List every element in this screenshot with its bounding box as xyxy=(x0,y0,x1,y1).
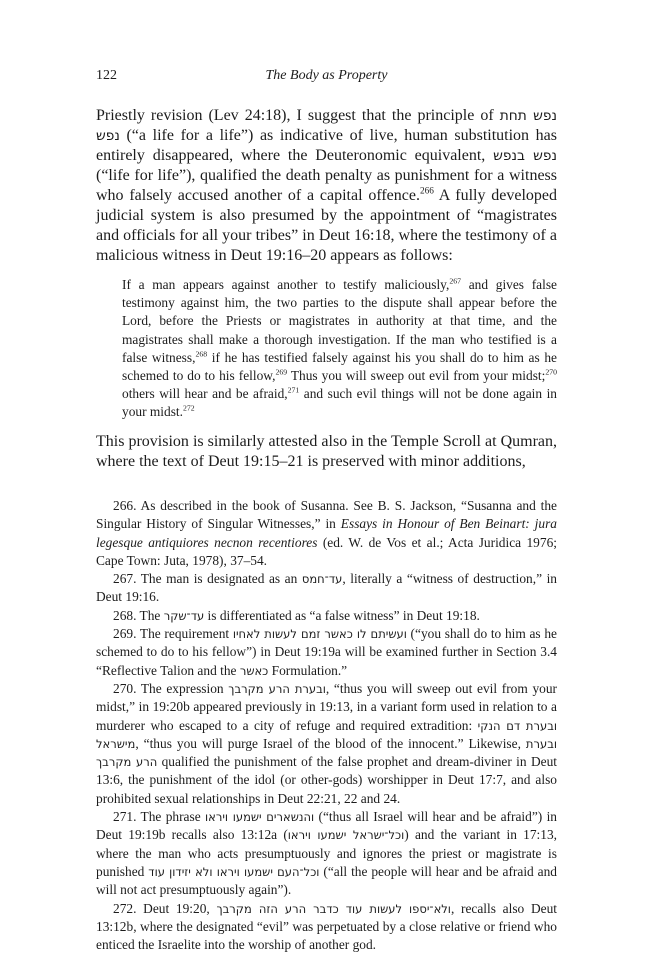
footnote-271 xyxy=(96,808,557,899)
text-run: (ed. W. de Vos et al.; Acta Juridica 1976; Cape Town: Juta, 1978), 37–54. xyxy=(96,534,557,568)
footnote-ref-270[interactable]: 270 xyxy=(545,367,558,377)
text-run: is differentiated as “a false witness” in Deut 19:18. xyxy=(204,607,480,623)
text-run: 266. As described in the book of Susanna. See B. S. Jackson, “Susanna and the Singular History of Singular Witnesses,” in xyxy=(96,498,557,532)
text-run: , recalls also Deut 13:12b, where the designated “evil” was perpetuated by a close relative or friend who enticed the Israelite into the worship of another god. xyxy=(96,900,557,953)
quote-run: others will hear and be afraid, xyxy=(122,386,288,402)
text-run: (“you shall do to him as he schemed to do to his fellow”) in Deut 19:19a will be examined further in Section 3.4 “Reflective Talion and the xyxy=(96,626,557,678)
hebrew-phrase: ובערת הרע מקרבך xyxy=(96,736,557,770)
footnote-268 xyxy=(96,607,557,625)
hebrew-phrase: ובערת דם הנקי מישראל xyxy=(96,718,557,751)
quote-run: and such evil things will not be done again in your midst. xyxy=(122,386,557,420)
text-run: (“thus all Israel will hear and be afraid”) in Deut 19:19b recalls also 13:12a ( xyxy=(96,809,557,843)
text-run: ) and the variant in 17:13, where the man who acts presumptuously and ignores the priest or magistrate is punished xyxy=(96,827,557,879)
hebrew-phrase: וכל־העם ישמעו ויראו ולא יזידון עוד xyxy=(148,864,320,879)
paragraph-1 xyxy=(96,106,557,266)
running-header xyxy=(96,68,557,90)
footnote-ref-266[interactable]: 266 xyxy=(420,186,434,197)
hebrew-phrase: כאשר xyxy=(239,663,269,678)
footnotes xyxy=(96,497,557,954)
text-run: 269. The requirement xyxy=(113,626,233,642)
text-run: qualified the punishment of the false prophet and dream-diviner in Deut 13:6, the punishment of the idol (or other-gods) worshipper in Deut 17:7, and also prohibited sexual relationships in Deut 22:21, 22 and 24. xyxy=(96,754,557,806)
text-run: 270. The expression xyxy=(113,680,229,696)
footnote-267 xyxy=(96,570,557,607)
hebrew-phrase: עד־חמס xyxy=(301,572,343,587)
text-run: 268. The xyxy=(113,607,164,623)
footnote-ref-271[interactable]: 271 xyxy=(287,385,300,395)
footnote-266 xyxy=(96,497,557,570)
quote-run: If a man appears against another to testify maliciously, xyxy=(122,277,450,292)
footnote-270 xyxy=(96,680,557,808)
hebrew-phrase: ולא־יספו לעשות עוד כדבר הרע הזה מקרבך xyxy=(216,901,451,916)
paragraph-2: This provision is similarly attested also in the Temple Scroll at Qumran, where the text of Deut 19:15–21 is preserved with minor additions, xyxy=(96,432,557,470)
text-run: 271. The phrase xyxy=(113,809,206,825)
hebrew-phrase: ועשיתם לו כאשר זמם לעשות לאחיו xyxy=(232,627,407,642)
text-run: 272. Deut 19:20, xyxy=(113,900,217,916)
book-title: Essays in Honour of Ben Beinart: jura legesque antiquiores necnon recentiores xyxy=(96,516,557,550)
text-run: , literally a “witness of destruction,” in Deut 19:16. xyxy=(96,571,557,605)
text-run: Formulation.” xyxy=(268,662,348,678)
page-body xyxy=(96,68,557,472)
hebrew-phrase: ובערת הרע מקרבך xyxy=(228,681,326,696)
hebrew-phrase: וכל־ישראל ישמעו ויראו xyxy=(287,828,405,843)
text-run: , “thus you will purge Israel of the blood of the innocent.” Likewise, xyxy=(135,735,526,751)
footnote-ref-268[interactable]: 268 xyxy=(195,349,208,359)
hebrew-phrase: עד־שקר xyxy=(163,608,205,623)
footnote-ref-272[interactable]: 272 xyxy=(183,403,195,413)
text-run: 267. The man is designated as an xyxy=(113,571,302,587)
text-run: (“life for life”), qualified the death penalty as punishment for a witness who falsely accused another of a capital offence. xyxy=(96,167,557,204)
footnote-269 xyxy=(96,625,557,680)
text-run: A fully developed judicial system is also presumed by the appointment of “magistrates and officials for all your tribes” in Deut 16:18, where the testimony of a malicious witness in Deut 19:16–20 appears as follows: xyxy=(96,187,557,264)
hebrew-phrase: נפש תחת נפש xyxy=(96,108,558,144)
text-run: (“all the people will hear and be afraid and will not act presumptuously again”). xyxy=(96,863,557,898)
main-text xyxy=(96,106,557,472)
quote-run: and gives false testimony against him, the two parties to the dispute shall appear before the Lord, before the Priests or magistrates in authority at that time, and the magistrates shall make a thorough investigation. If the man who testified is a false witness, xyxy=(122,277,558,365)
hebrew-phrase: נפש בנפש xyxy=(493,148,557,164)
quote-run: Thus you will sweep out evil from your midst; xyxy=(287,368,546,384)
footnote-ref-269[interactable]: 269 xyxy=(275,367,288,377)
running-title: The Body as Property xyxy=(265,68,388,83)
text-run: (“a life for a life”) as indicative of live, human substitution has entirely disappeared, where the Deuteronomic equivalent, xyxy=(96,127,557,164)
text-run: , “thus you will sweep out evil from your midst,” in 19:20b appeared previously in 19:13, in a variant form used in relation to a murderer who escaped to a city of refuge and required extradition: xyxy=(96,680,558,733)
footnote-272 xyxy=(96,900,557,955)
text-run: Priestly revision (Lev 24:18), I suggest that the principle of xyxy=(96,107,500,124)
hebrew-phrase: והנשארים ישמעו ויראו xyxy=(205,810,315,825)
footnote-ref-267[interactable]: 267 xyxy=(449,276,462,286)
quote-run: if he has testified falsely against his you shall do to him as he schemed to do to his fellow, xyxy=(122,349,557,384)
page-number: 122 xyxy=(96,68,117,83)
block-quote xyxy=(122,276,557,422)
